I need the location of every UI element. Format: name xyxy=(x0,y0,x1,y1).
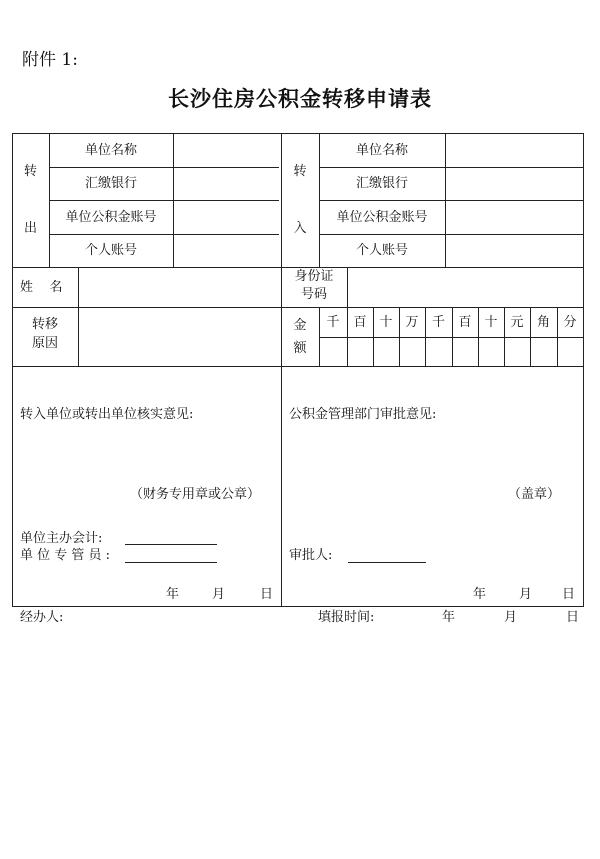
out-unit-name-label: 单位名称 xyxy=(84,143,137,158)
amount-digit-yuan: 元 xyxy=(510,315,524,330)
amount-digit-fen: 分 xyxy=(563,315,577,330)
right-date-day: 日 xyxy=(562,587,576,602)
right-date-month: 月 xyxy=(519,587,533,602)
accountant-label: 单位主办会计: xyxy=(20,531,103,546)
reason-label-2: 原因 xyxy=(31,336,58,351)
name-label: 姓 名 xyxy=(20,280,63,295)
amount-digit-qian-2: 千 xyxy=(431,315,445,330)
transfer-in-label-2: 入 xyxy=(293,221,307,236)
reason-label-1: 转移 xyxy=(31,317,58,332)
left-seal-note: （财务专用章或公章） xyxy=(130,487,261,502)
amount-digit-qian-1: 千 xyxy=(326,315,340,330)
amount-digit-bai-2: 百 xyxy=(458,315,472,330)
out-fund-account-label: 单位公积金账号 xyxy=(65,210,157,225)
in-bank-label: 汇缴银行 xyxy=(355,176,408,191)
footer-date-year: 年 xyxy=(442,610,456,625)
right-seal-note: （盖章） xyxy=(508,487,561,502)
attachment-label: 附件 1: xyxy=(22,50,78,70)
amount-input-cells[interactable] xyxy=(320,338,583,366)
amount-label-1: 金 xyxy=(293,318,307,333)
left-date-year: 年 xyxy=(166,587,180,602)
manager-signature-line[interactable] xyxy=(125,562,217,563)
out-bank-label: 汇缴银行 xyxy=(84,176,137,191)
approver-label: 审批人: xyxy=(289,548,333,563)
amount-digit-wan: 万 xyxy=(405,315,419,330)
handler-label: 经办人: xyxy=(20,610,64,625)
amount-digit-jiao: 角 xyxy=(536,315,550,330)
amount-label-2: 额 xyxy=(293,341,307,356)
footer-date-month: 月 xyxy=(504,610,518,625)
out-personal-account-label: 个人账号 xyxy=(84,243,137,258)
accountant-signature-line[interactable] xyxy=(125,544,217,545)
left-date-month: 月 xyxy=(212,587,226,602)
in-unit-name-label: 单位名称 xyxy=(355,143,408,158)
transfer-in-label-1: 转 xyxy=(293,164,307,179)
amount-digit-shi-2: 十 xyxy=(484,315,498,330)
page-title: 长沙住房公积金转移申请表 xyxy=(168,86,432,111)
right-date-year: 年 xyxy=(473,587,487,602)
id-label-2: 号码 xyxy=(300,287,327,302)
left-date-day: 日 xyxy=(260,587,274,602)
amount-digit-shi-1: 十 xyxy=(379,315,393,330)
transfer-out-label-1: 转 xyxy=(23,164,37,179)
in-personal-account-label: 个人账号 xyxy=(355,243,408,258)
manager-label: 单 位 专 管 员 : xyxy=(20,548,111,563)
fill-time-label: 填报时间: xyxy=(318,610,375,625)
id-number-field[interactable] xyxy=(348,268,583,307)
footer-date-day: 日 xyxy=(566,610,580,625)
id-label-1: 身份证 xyxy=(294,269,334,284)
in-fund-account-label: 单位公积金账号 xyxy=(336,210,428,225)
transfer-out-label-2: 出 xyxy=(23,221,37,236)
left-opinion-title: 转入单位或转出单位核实意见: xyxy=(20,407,194,422)
right-opinion-title: 公积金管理部门审批意见: xyxy=(289,407,437,422)
amount-digit-bai-1: 百 xyxy=(353,315,367,330)
approver-signature-line[interactable] xyxy=(348,562,426,563)
